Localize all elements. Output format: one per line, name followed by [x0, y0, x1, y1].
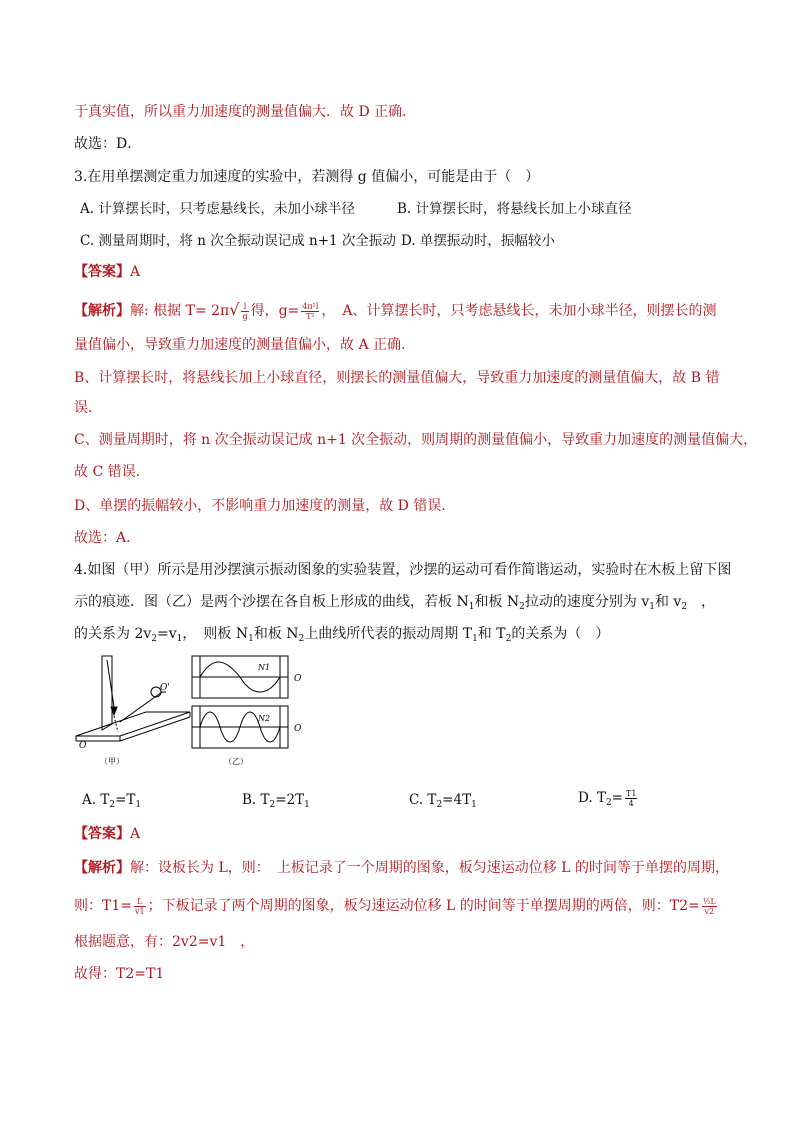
text: 解：设板长为 L，则： 上板记录了一个周期的图象，板匀速运动位移 L 的时间等于单摆的周期， [130, 860, 729, 876]
answer-line [74, 262, 140, 282]
text: 解: 根据 T= 2π [130, 303, 230, 319]
fraction: $\frac{L}{v1}$ [134, 896, 145, 916]
text-line: 误． [74, 400, 102, 416]
figure-svg [72, 652, 322, 770]
option-a: A. $T_2=T_1$ [82, 792, 142, 810]
text: 得，g= [250, 303, 300, 319]
fraction: $\frac{T1}{4}$ [625, 789, 637, 808]
text-line: 故选：D． [74, 136, 142, 152]
option-d: D. 单摆振动时，振幅较小 [401, 233, 555, 249]
text-line: D、单摆的振幅较小，不影响重力加速度的测量，故 D 错误． [74, 498, 456, 514]
fraction: $\frac{\text{½L}}{v2}$ [702, 896, 716, 916]
question-4-line2: 示的痕迹．图（乙）是两个沙摆在各自板上形成的曲线，若板 $N_1$和板 $N_2$拉动的速度分别为 $v_1$和 $v_2$ ， [74, 594, 716, 612]
figure-yi-label: （乙） [224, 757, 248, 766]
answer-line [74, 824, 140, 844]
option-c: C. 测量周期时，将 n 次全振动误记成 n+1 次全振动 [80, 233, 396, 249]
option-a: A. 计算摆长时，只考虑悬线长，未加小球半径 [80, 201, 355, 217]
experiment-figure [72, 652, 322, 774]
text-line: 故选：A． [74, 530, 141, 546]
analysis-tag: 【解析】 [74, 303, 130, 319]
n1-label: N1 [258, 663, 271, 672]
text-line: 故得：T2=T1 [74, 966, 165, 982]
analysis-line: 【解析】解: 根据 T= 2π√ $\frac{l}{g}$ 得，g= $\frac{\text{4π²l}}{\text{T²}}$ ， A、计算摆长时，只考虑悬线长，未加小球半径，则摆长的测 [74, 300, 717, 321]
text-line: B、计算摆长时，将悬线长加上小球直径，则摆长的测量值偏大，导致重力加速度的测量值偏大，故 B 错 [74, 370, 720, 386]
option-b: B. 计算摆长时，将悬线长加上小球直径 [397, 201, 632, 217]
n2-label: N2 [258, 714, 271, 723]
option-b: B. $T_2=2T_1$ [242, 792, 310, 810]
text: ， A、计算摆长时，只考虑悬线长，未加小球半径，则摆长的测 [321, 303, 717, 319]
text-line: C、测量周期时，将 n 次全振动误记成 n+1 次全振动，则周期的测量值偏小，导致重力加速度的测量值偏大， [74, 432, 758, 448]
option-c: C. $T_2=4T_1$ [409, 792, 477, 810]
question-3: 3.在用单摆测定重力加速度的实验中，若测得 g 值偏小，可能是由于（ ） [74, 169, 540, 185]
answer-tag: 【答案】 [74, 264, 130, 280]
figure-jia-label: （甲） [100, 757, 124, 766]
text-line: 于真实值，所以重力加速度的测量值偏大．故 D 正确． [74, 104, 417, 120]
question-4-line3: 的关系为 $2v_2=v_1$， 则板 $N_1$和板 $N_2$上曲线所代表的振动周期 $T_1$和 $T_2$的关系为（ ） [74, 626, 610, 644]
analysis-line [74, 858, 729, 878]
o-prime-label: O' [160, 683, 170, 693]
answer-tag: 【答案】 [74, 826, 130, 842]
fraction: $\frac{l}{g}$ [242, 301, 248, 321]
text-line: 量值偏小，导致重力加速度的测量值偏小，故 A 正确． [74, 337, 416, 353]
answer-value: A [130, 264, 141, 280]
text-line: 根据题意，有：2v2=v1 ， [74, 934, 255, 950]
question-4: 4.如图（甲）所示是用沙摆演示振动图象的实验装置，沙摆的运动可看作简谐运动，实验时在木板上留下图 [74, 562, 732, 578]
answer-value: A [130, 826, 141, 842]
option-d: D. $T_2=$ $\frac{T1}{4}$ [578, 789, 637, 808]
fraction: $\frac{\text{4π²l}}{\text{T²}}$ [302, 301, 319, 321]
o-label-bottom: O [294, 724, 302, 734]
text-line: 故 C 错误． [74, 464, 150, 480]
analysis-tag: 【解析】 [74, 860, 130, 876]
o-label: O [79, 741, 87, 751]
text-line: 则：T1= $\frac{L}{v1}$ ；下板记录了两个周期的图象，板匀速运动位移 L 的时间等于单摆周期的两倍，则：T2= $\frac{\text{½L}}{v2}$ [74, 896, 716, 916]
o-label-top: O [294, 674, 302, 684]
